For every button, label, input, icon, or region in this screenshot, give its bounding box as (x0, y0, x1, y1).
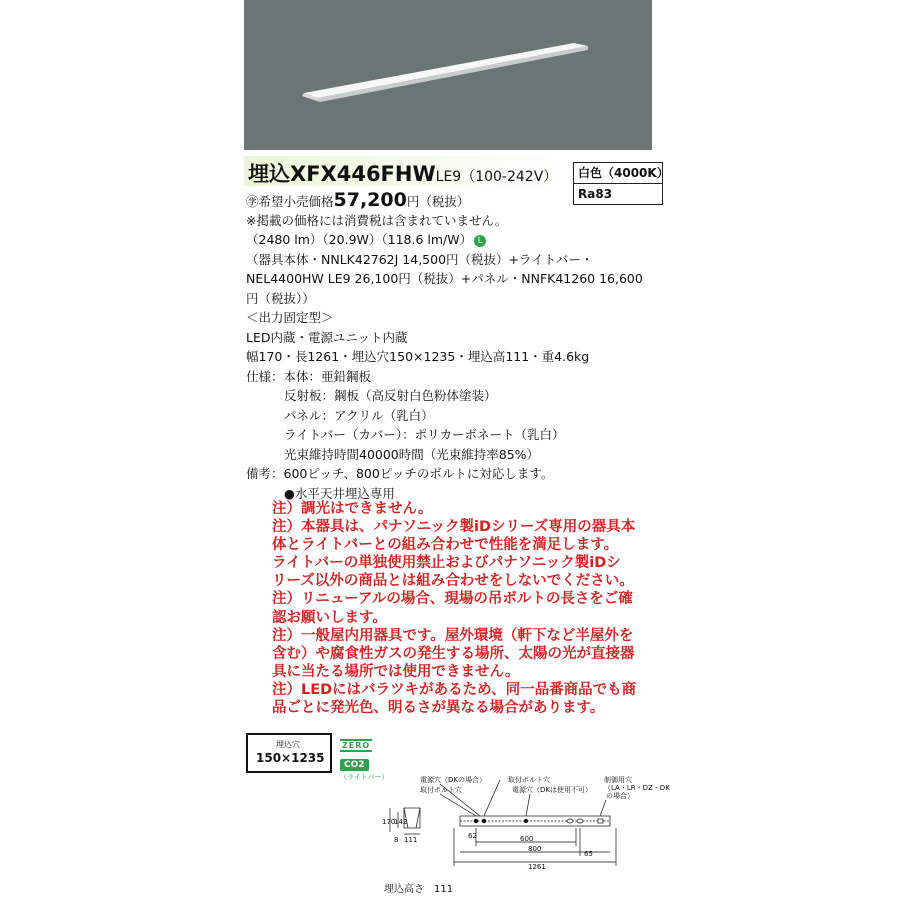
label-control-hole-note: の場合） (606, 792, 634, 800)
embed-hole-value: 150×1235 (256, 751, 325, 765)
label-dim-111: 111 (404, 836, 418, 844)
spec-block (246, 191, 666, 503)
spec-line: 幅170・長1261・埋込穴150×1235・埋込高111・重4.6kg (246, 349, 590, 364)
label-control-hole-types: （LA・LR・DZ・DK (604, 784, 670, 792)
note-line: 具に当たる場所では使用できません。 (272, 663, 520, 680)
note-line: 注）LEDにはバラツキがあるため、同一品番商品でも商 (272, 681, 637, 698)
remarks-line: 備考：600ピッチ、800ピッチのボルトに対応します。 (246, 466, 554, 481)
eco-leaf-icon: L (474, 235, 486, 247)
label-dim-142: 142 (394, 818, 408, 826)
zero-co2-sub: （ライトバー） (340, 773, 389, 781)
product-model: 埋込XFX446FHW (248, 162, 436, 186)
spec-line: LED内蔵・電源ユニット内蔵 (246, 329, 408, 345)
zero-label: ZERO (342, 741, 371, 750)
label-power-hole-dk: 電源穴（DKの場合） (420, 776, 486, 784)
co2-label: CO2 (340, 759, 369, 771)
product-code-suffix: LE9（100-242V） (435, 169, 558, 185)
note-line: 含む）や腐食性ガスの発生する場所、太陽の光が直接器 (272, 645, 635, 662)
note-line: 認お願いします。 (272, 609, 387, 626)
lumen-text: （2480 lm）（20.9W）（118.6 lm/W） (246, 232, 473, 247)
spec-line-lumen (246, 230, 666, 250)
label-dim-600: 600 (520, 835, 534, 843)
spec-line: NEL4400HW LE9 26,100円（税抜）+パネル・NNFK41260 16,600 (246, 271, 643, 286)
note-line: 品ごとに発光色、明るさが異なる場合があります。 (272, 700, 605, 717)
price-line (246, 191, 666, 211)
spec-line-indented: 光束維持時間40000時間（光束維持率85%） (284, 446, 540, 462)
note-line: 注）リニューアルの場合、現場の吊ボルトの長さをご確 (272, 591, 633, 608)
label-dim-800: 800 (528, 845, 542, 853)
note-line: ライトバーの単独使用禁止およびパナソニック製iDシ (272, 555, 621, 572)
price-amount: 57,200 (333, 189, 407, 211)
label-dim-62: 62 (468, 832, 477, 840)
note-line: 注）一般屋内用器具です。屋外環境（軒下など半屋外を (272, 627, 634, 644)
embed-height-footer: 埋込高さ 111 (384, 884, 454, 895)
color-temp-badge: 白色（4000K） (578, 166, 669, 180)
note-line: 注）調光はできません。 (272, 501, 433, 517)
ra-badge: Ra83 (574, 183, 662, 204)
label-dim-1261: 1261 (528, 863, 546, 871)
product-title (248, 158, 557, 188)
note-line: リーズ以外の商品とは組み合わせをしないでください。 (272, 573, 634, 590)
note-line: 注）本器具は、パナソニック製iDシリーズ専用の器具本 (272, 519, 636, 536)
spec-line-indented: 反射板：鋼板（高反射白色粉体塗装） (284, 388, 497, 403)
spec-line: （器具本体・NNLK42762J 14,500円（税抜）+ライトバー・ (246, 251, 594, 267)
label-mount-bolt-left: 取付ボルト穴 (420, 786, 462, 794)
spec-line-indented: パネル：アクリル（乳白） (284, 407, 434, 423)
spec-line-indented: ライトバー（カバー）：ポリカーボネート（乳白） (284, 427, 565, 442)
spec-line: 仕様：本体：亜鉛鋼板 (246, 368, 372, 384)
spec-line: 円（税抜）） (246, 290, 315, 306)
label-dim-170: 170 (382, 818, 396, 826)
installation-line: ●水平天井埋込専用 (284, 485, 395, 501)
embed-hole-label: 埋込穴 (276, 740, 300, 749)
note-line: 体とライトバーとの組み合わせで性能を満足します。 (272, 537, 619, 554)
label-dim-65: 65 (584, 850, 593, 858)
spec-line: ※掲載の価格には消費税は含まれていません。 (246, 212, 508, 228)
caution-notes (272, 500, 692, 717)
dimension-diagram (380, 772, 680, 882)
price-prefix: ㊫希望小売価格 (246, 194, 334, 209)
spec-line: ＜出力固定型＞ (246, 310, 334, 325)
price-suffix: 円（税抜） (406, 194, 470, 209)
label-control-hole: 制御用穴 (604, 776, 632, 784)
product-photo (244, 0, 652, 150)
label-dim-8: 8 (394, 836, 399, 844)
label-power-hole-not-dk: 電源穴（DKは使用不可） (512, 786, 592, 794)
label-mount-bolt-top: 取付ボルト穴 (508, 776, 550, 784)
